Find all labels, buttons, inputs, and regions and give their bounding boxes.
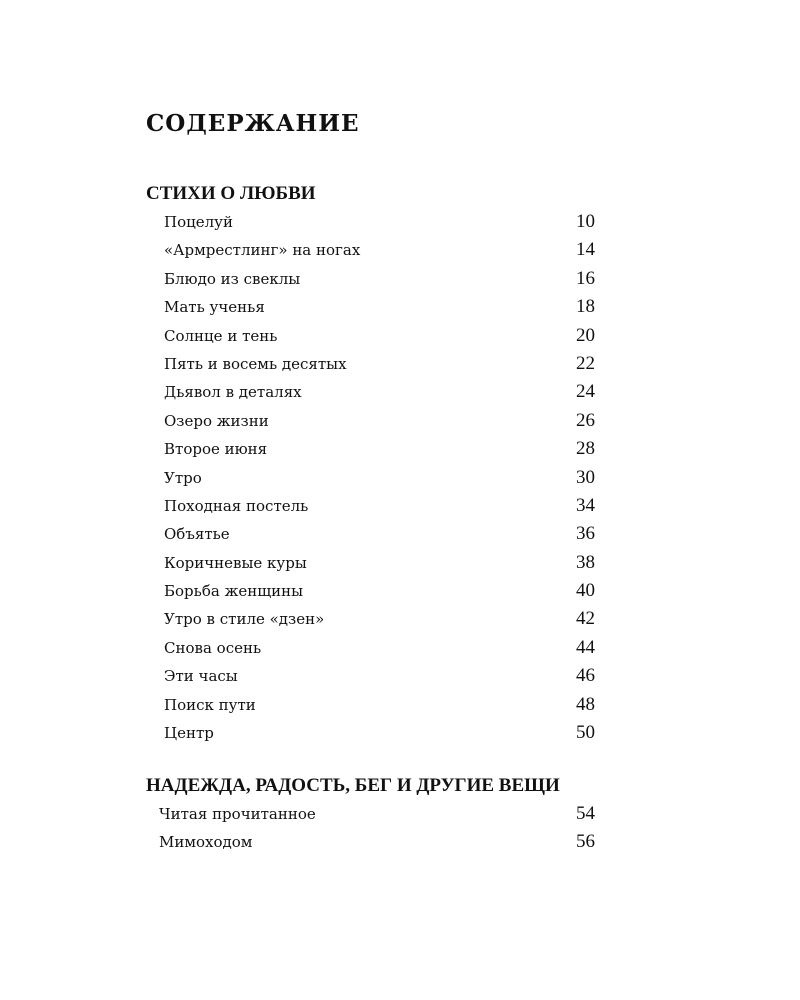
toc-entry-page: 10: [576, 211, 595, 232]
toc-entry-page: 20: [576, 324, 595, 346]
toc-entry-page: 30: [576, 466, 595, 488]
toc-entry-title: Блюдо из свеклы: [164, 269, 301, 288]
toc-entry-title: Центр: [164, 724, 214, 743]
toc-entry[interactable]: [0, 492, 800, 520]
toc-entry[interactable]: [0, 435, 800, 463]
toc-entry[interactable]: [0, 719, 800, 747]
toc-entry[interactable]: [0, 520, 800, 548]
toc-entry-page: 44: [576, 636, 595, 658]
toc-entry-page: 36: [576, 523, 595, 545]
toc-entry-title: Поиск пути: [164, 695, 256, 714]
toc-entry-title: Эти часы: [164, 667, 238, 686]
toc-entry-title: Второе июня: [164, 440, 268, 459]
toc-entry-title: Объятье: [164, 525, 230, 544]
toc-entry[interactable]: [0, 322, 800, 350]
toc-entry-title: Поцелуй: [164, 213, 233, 231]
toc-entry-title: Снова осень: [164, 638, 262, 657]
toc-entry-page: 14: [576, 239, 595, 261]
toc-entry[interactable]: [0, 800, 800, 828]
toc-entry-title: Утро: [164, 468, 202, 487]
toc-entry-page: 34: [576, 494, 595, 516]
toc-entry-page: 48: [576, 693, 595, 715]
toc-entry[interactable]: [0, 464, 800, 492]
toc-entry[interactable]: [0, 265, 800, 293]
toc-entry-title: Солнце и тень: [164, 326, 278, 345]
toc-entry-page: 42: [576, 608, 595, 630]
toc-entry[interactable]: [0, 634, 800, 662]
toc-entry-page: 22: [576, 352, 595, 374]
toc-entry[interactable]: [0, 691, 800, 719]
toc-entry-title: Мать ученья: [164, 298, 265, 317]
toc-entry-page: 46: [576, 665, 595, 687]
section-heading: СТИХИ О ЛЮБВИ: [146, 183, 316, 204]
toc-entry-title: «Армрестлинг» на ногах: [164, 241, 361, 260]
toc-entry[interactable]: [0, 605, 800, 633]
toc-entry-title: Походная постель: [164, 496, 309, 515]
toc-entry-title: Читая прочитанное: [159, 805, 316, 823]
toc-entry[interactable]: [0, 407, 800, 435]
toc-list: [0, 208, 800, 747]
toc-entry-page: 18: [576, 296, 595, 318]
toc-entry[interactable]: [0, 378, 800, 406]
toc-entry-page: 28: [576, 438, 595, 460]
toc-entry-page: 26: [576, 409, 595, 431]
toc-entry[interactable]: [0, 662, 800, 690]
toc-entry-page: 50: [576, 722, 595, 744]
toc-list: [0, 800, 800, 857]
toc-entry[interactable]: [0, 828, 800, 856]
page-title: СОДЕРЖАНИЕ: [146, 110, 360, 137]
toc-entry-page: 38: [576, 551, 595, 573]
toc-entry-title: Борьба женщины: [164, 582, 304, 601]
toc-entry-title: Коричневые куры: [164, 553, 307, 572]
section-heading: НАДЕЖДА, РАДОСТЬ, БЕГ И ДРУГИЕ ВЕЩИ: [146, 775, 560, 796]
toc-entry-page: 16: [576, 267, 595, 289]
toc-entry-page: 54: [576, 803, 595, 824]
toc-entry[interactable]: [0, 208, 800, 236]
toc-entry[interactable]: [0, 293, 800, 321]
toc-entry-title: Утро в стиле «дзен»: [164, 610, 325, 629]
toc-entry-title: Мимоходом: [159, 833, 253, 852]
toc-entry-page: 56: [576, 831, 595, 853]
toc-entry-page: 40: [576, 580, 595, 602]
toc-entry[interactable]: [0, 549, 800, 577]
toc-entry[interactable]: [0, 236, 800, 264]
toc-entry[interactable]: [0, 577, 800, 605]
toc-entry-title: Пять и восемь десятых: [164, 354, 347, 373]
toc-entry-page: 24: [576, 381, 595, 403]
toc-entry-title: Озеро жизни: [164, 411, 269, 430]
toc-entry-title: Дьявол в деталях: [164, 383, 302, 402]
toc-entry[interactable]: [0, 350, 800, 378]
